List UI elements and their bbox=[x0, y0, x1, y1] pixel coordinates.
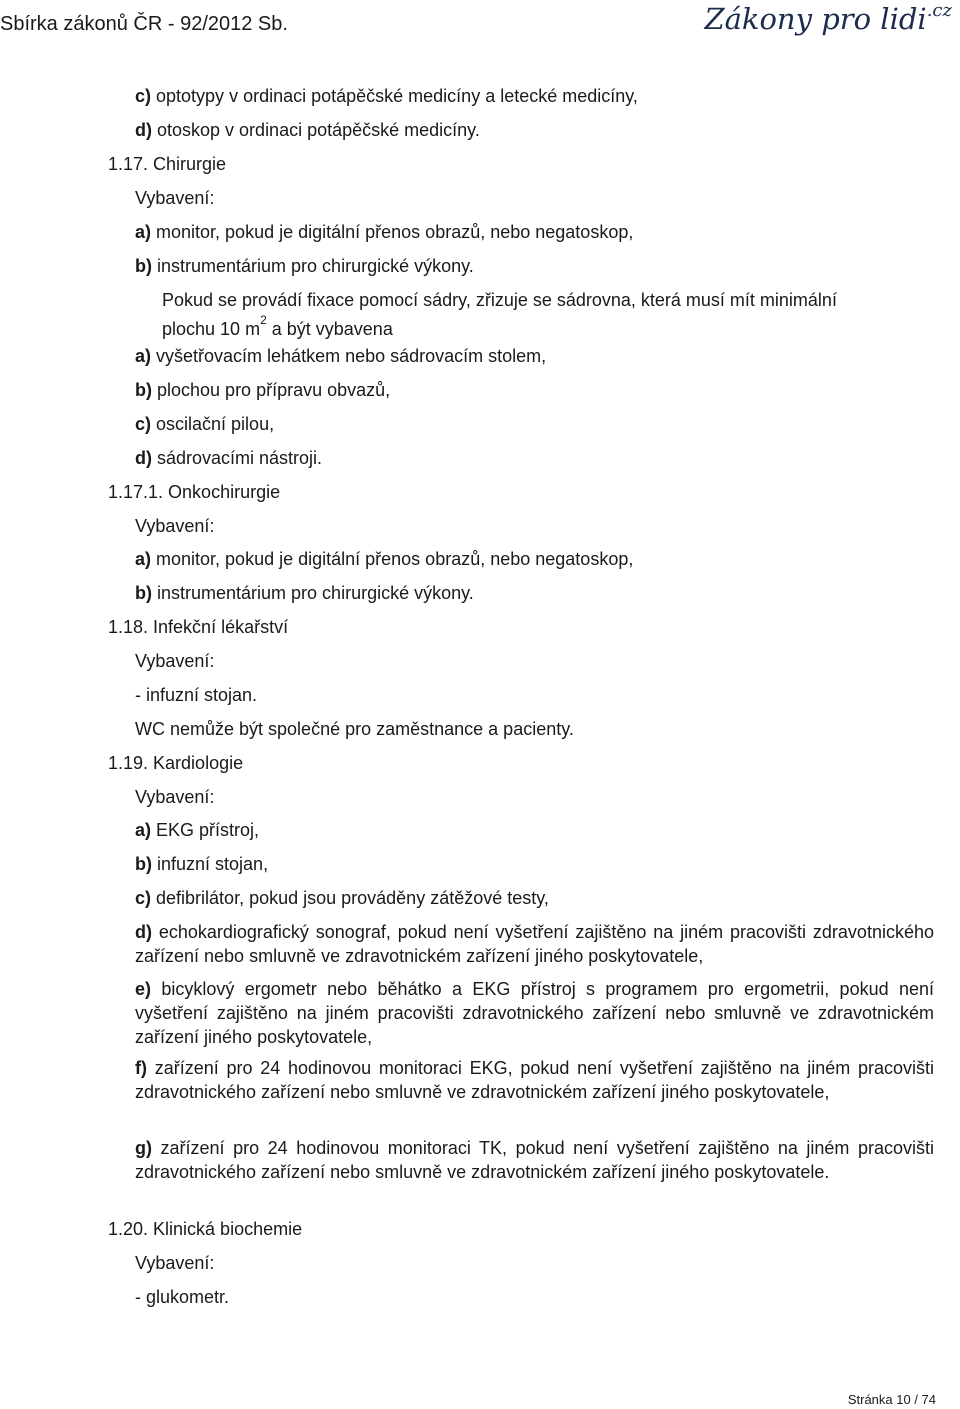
item-text: EKG přístroj, bbox=[151, 820, 260, 840]
item-label: f) bbox=[135, 1058, 147, 1078]
item-text: optotypy v ordinaci potápěčské medicíny a letecké medicíny, bbox=[151, 86, 638, 106]
item-label: b) bbox=[135, 583, 152, 603]
section-heading: 1.17. Chirurgie bbox=[108, 154, 227, 174]
equipment-label: Vybavení: bbox=[135, 1253, 215, 1273]
item-text: zařízení pro 24 hodinovou monitoraci EKG, pokud není vyšetření zajištěno na jiném pracovišti zdravotnického zařízení nebo smluvně ve zdravotnickém zařízení jiného poskytovatele, bbox=[135, 1058, 934, 1102]
list-item bbox=[135, 582, 474, 604]
list-item bbox=[135, 413, 274, 435]
list-item bbox=[135, 920, 934, 968]
note-text: WC nemůže být společné pro zaměstnance a pacienty. bbox=[135, 719, 574, 739]
paragraph-text: a být vybavena bbox=[266, 319, 393, 339]
list-item bbox=[135, 255, 474, 277]
item-text: bicyklový ergometr nebo běhátko a EKG přístroj s programem pro ergometrii, pokud není vyšetření zajištěno na jiném pracovišti zdravotnického zařízení nebo smluvně ve zdravotnickém zařízení jiného poskytovatele, bbox=[135, 979, 934, 1047]
section-heading: 1.18. Infekční lékařství bbox=[108, 617, 289, 637]
list-item bbox=[135, 447, 322, 469]
item-text: defibrilátor, pokud jsou prováděny zátěžové testy, bbox=[151, 888, 549, 908]
item-text: instrumentárium pro chirurgické výkony. bbox=[152, 256, 474, 276]
equipment-label: Vybavení: bbox=[135, 188, 215, 208]
item-label: c) bbox=[135, 86, 152, 106]
item-text: instrumentárium pro chirurgické výkony. bbox=[152, 583, 474, 603]
item-label: a) bbox=[135, 820, 152, 840]
paragraph-line: Pokud se provádí fixace pomocí sádry, zřizuje se sádrovna, která musí mít minimální bbox=[162, 290, 837, 310]
item-label: b) bbox=[135, 854, 152, 874]
item-text: infuzní stojan, bbox=[152, 854, 269, 874]
list-item: - infuzní stojan. bbox=[135, 685, 258, 705]
item-label: c) bbox=[135, 888, 152, 908]
equipment-label: Vybavení: bbox=[135, 787, 215, 807]
section-heading: 1.20. Klinická biochemie bbox=[108, 1219, 303, 1239]
list-item bbox=[135, 85, 638, 107]
list-item bbox=[135, 1136, 934, 1184]
item-text: zařízení pro 24 hodinovou monitoraci TK, pokud není vyšetření zajištěno na jiném pracovišti zdravotnického zařízení nebo smluvně ve zdravotnickém zařízení jiného poskytovatele. bbox=[135, 1138, 934, 1182]
item-text: oscilační pilou, bbox=[151, 414, 275, 434]
page-header bbox=[0, 0, 960, 48]
item-label: g) bbox=[135, 1138, 152, 1158]
item-label: c) bbox=[135, 414, 152, 434]
equipment-label: Vybavení: bbox=[135, 651, 215, 671]
list-item bbox=[135, 887, 549, 909]
superscript: 2 bbox=[260, 313, 267, 327]
item-label: a) bbox=[135, 549, 152, 569]
paragraph-text: plochu 10 m bbox=[162, 319, 261, 339]
item-text: echokardiografický sonograf, pokud není vyšetření zajištěno na jiném pracovišti zdravotnického zařízení nebo smluvně ve zdravotnickém zařízení jiného poskytovatele, bbox=[135, 922, 934, 966]
paragraph-line bbox=[162, 313, 393, 340]
item-text: otoskop v ordinaci potápěčské medicíny. bbox=[152, 120, 480, 140]
item-label: a) bbox=[135, 222, 152, 242]
item-text: vyšetřovacím lehátkem nebo sádrovacím stolem, bbox=[151, 346, 547, 366]
logo-suffix: .cz bbox=[926, 0, 952, 22]
item-label: d) bbox=[135, 448, 152, 468]
section-heading: 1.19. Kardiologie bbox=[108, 753, 244, 773]
list-item bbox=[135, 548, 633, 570]
list-item bbox=[135, 119, 480, 141]
list-item bbox=[135, 819, 259, 841]
item-label: d) bbox=[135, 120, 152, 140]
item-label: a) bbox=[135, 346, 152, 366]
item-text: sádrovacími nástroji. bbox=[152, 448, 323, 468]
site-logo[interactable] bbox=[704, 2, 952, 36]
item-text: plochou pro přípravu obvazů, bbox=[152, 380, 391, 400]
list-item bbox=[135, 977, 934, 1049]
list-item: - glukometr. bbox=[135, 1287, 230, 1307]
list-item bbox=[135, 345, 546, 367]
list-item bbox=[135, 1056, 934, 1104]
item-label: e) bbox=[135, 979, 152, 999]
logo-text: Zákony pro lidi bbox=[704, 2, 927, 36]
list-item bbox=[135, 379, 390, 401]
list-item bbox=[135, 853, 268, 875]
section-heading: 1.17.1. Onkochirurgie bbox=[108, 482, 281, 502]
page-number: Stránka 10 / 74 bbox=[847, 1392, 936, 1407]
document-title: Sbírka zákonů ČR - 92/2012 Sb. bbox=[0, 13, 288, 35]
item-text: monitor, pokud je digitální přenos obrazů, nebo negatoskop, bbox=[151, 222, 634, 242]
item-label: b) bbox=[135, 256, 152, 276]
item-text: monitor, pokud je digitální přenos obrazů, nebo negatoskop, bbox=[151, 549, 634, 569]
list-item bbox=[135, 221, 633, 243]
item-label: b) bbox=[135, 380, 152, 400]
equipment-label: Vybavení: bbox=[135, 516, 215, 536]
item-label: d) bbox=[135, 922, 152, 942]
